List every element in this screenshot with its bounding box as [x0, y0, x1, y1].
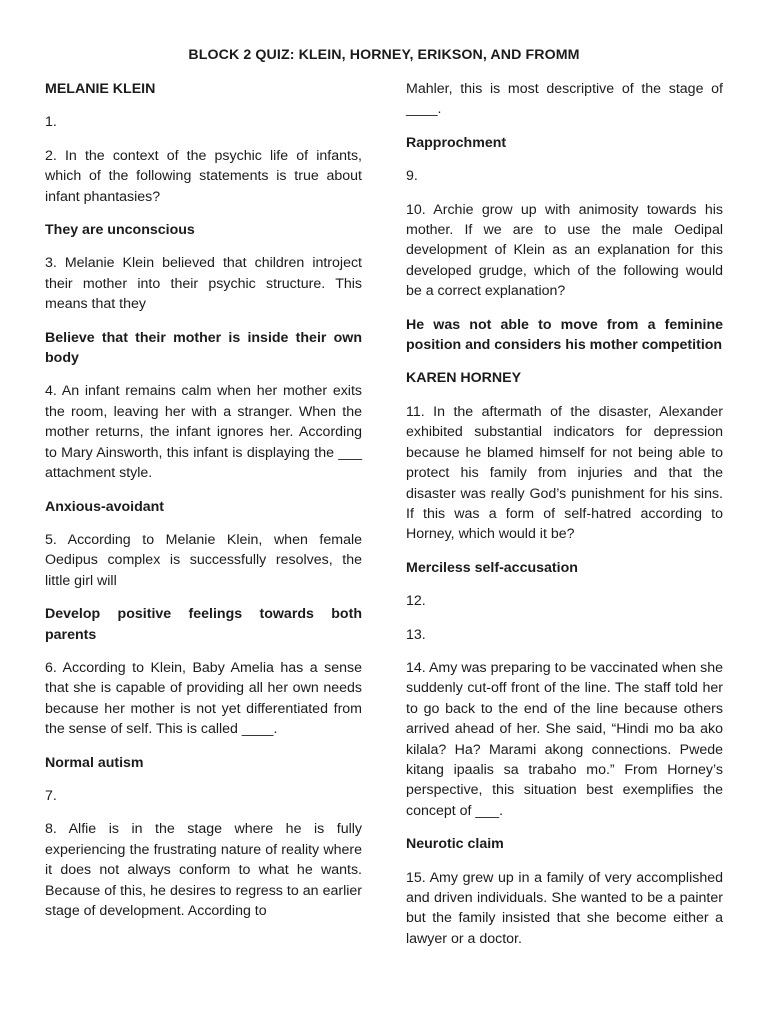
section-heading-horney: KAREN HORNEY: [406, 370, 522, 387]
question-text: 10. Archie grow up with animosity towards his mother. If we are to use the male Oedipal development of Klein as an explanation for this developed grudge, which of the following would be a correct explanation?: [406, 201, 723, 300]
question-text: 11. In the aftermath of the disaster, Alexander exhibited substantial indicators for depression because he blamed himself for not being able to protect his family from injuries and that the disaster was really God’s punishment for his sins. If this was a form of self-hatred according to Horney, which would it be?: [406, 403, 723, 543]
section-heading-klein: MELANIE KLEIN: [45, 81, 156, 97]
question-text: 5. According to Melanie Klein, when female Oedipus complex is successfully resolves, the little girl will: [45, 531, 362, 589]
question-number: 13.: [406, 626, 426, 643]
answer-text: Normal autism: [45, 754, 144, 771]
question-text: 3. Melanie Klein believed that children introject their mother into their psychic structure. This means that they: [45, 255, 362, 313]
answer-text: Develop positive feelings towards both parents: [45, 606, 362, 643]
answer-text: Neurotic claim: [406, 836, 504, 853]
question-text: 8. Alfie is in the stage where he is fully experiencing the frustrating nature of reality where it does not always conform to what he wants. Because of this, he desires to regress to an earlier stage of development. According to: [45, 821, 362, 919]
answer-text: Believe that their mother is inside their own body: [45, 329, 362, 367]
question-text-continued: Mahler, this is most descriptive of the stage of ____.: [406, 81, 723, 118]
answer-text: Merciless self-accusation: [406, 559, 578, 576]
question-text: 14. Amy was preparing to be vaccinated when she suddenly cut-off front of the line. The staff told her to go back to the end of the line because others arrived ahead of her. She said, “Hindi mo ba ako kilala? Ha? Marami akong connections. Pwede kitang ipaalis sa trabaho mo.” From Horney’s perspective, this situation best exemplifies the concept of ___.: [406, 659, 723, 819]
question-number: 7.: [45, 787, 57, 804]
answer-text: They are unconscious: [45, 222, 195, 239]
document-title: BLOCK 2 QUIZ: KLEIN, HORNEY, ERIKSON, AND FROMM: [188, 47, 580, 63]
question-number: 9.: [406, 168, 418, 185]
question-number: 12.: [406, 593, 426, 610]
question-text: 15. Amy grew up in a family of very accomplished and driven individuals. She wanted to be a painter but the family insisted that she become either a lawyer or a doctor.: [406, 869, 723, 947]
answer-text: Anxious-avoidant: [45, 498, 165, 515]
question-text: 6. According to Klein, Baby Amelia has a sense that she is capable of providing all her own needs because her mother is not yet differentiated from the sense of self. This is called ____.: [45, 659, 362, 738]
answer-text: He was not able to move from a feminine position and considers his mother competition: [406, 316, 723, 354]
question-number: 1.: [45, 114, 57, 131]
left-column: [45, 79, 362, 934]
right-column: [406, 79, 723, 962]
answer-text: Rapprochment: [406, 134, 507, 151]
question-text: 4. An infant remains calm when her mother exits the room, leaving her with a stranger. When the mother returns, the infant ignores her. According to Mary Ainsworth, this infant is displaying the ___ attachment style.: [45, 383, 362, 482]
question-text: 2. In the context of the psychic life of infants, which of the following statements is true about infant phantasies?: [45, 147, 362, 205]
